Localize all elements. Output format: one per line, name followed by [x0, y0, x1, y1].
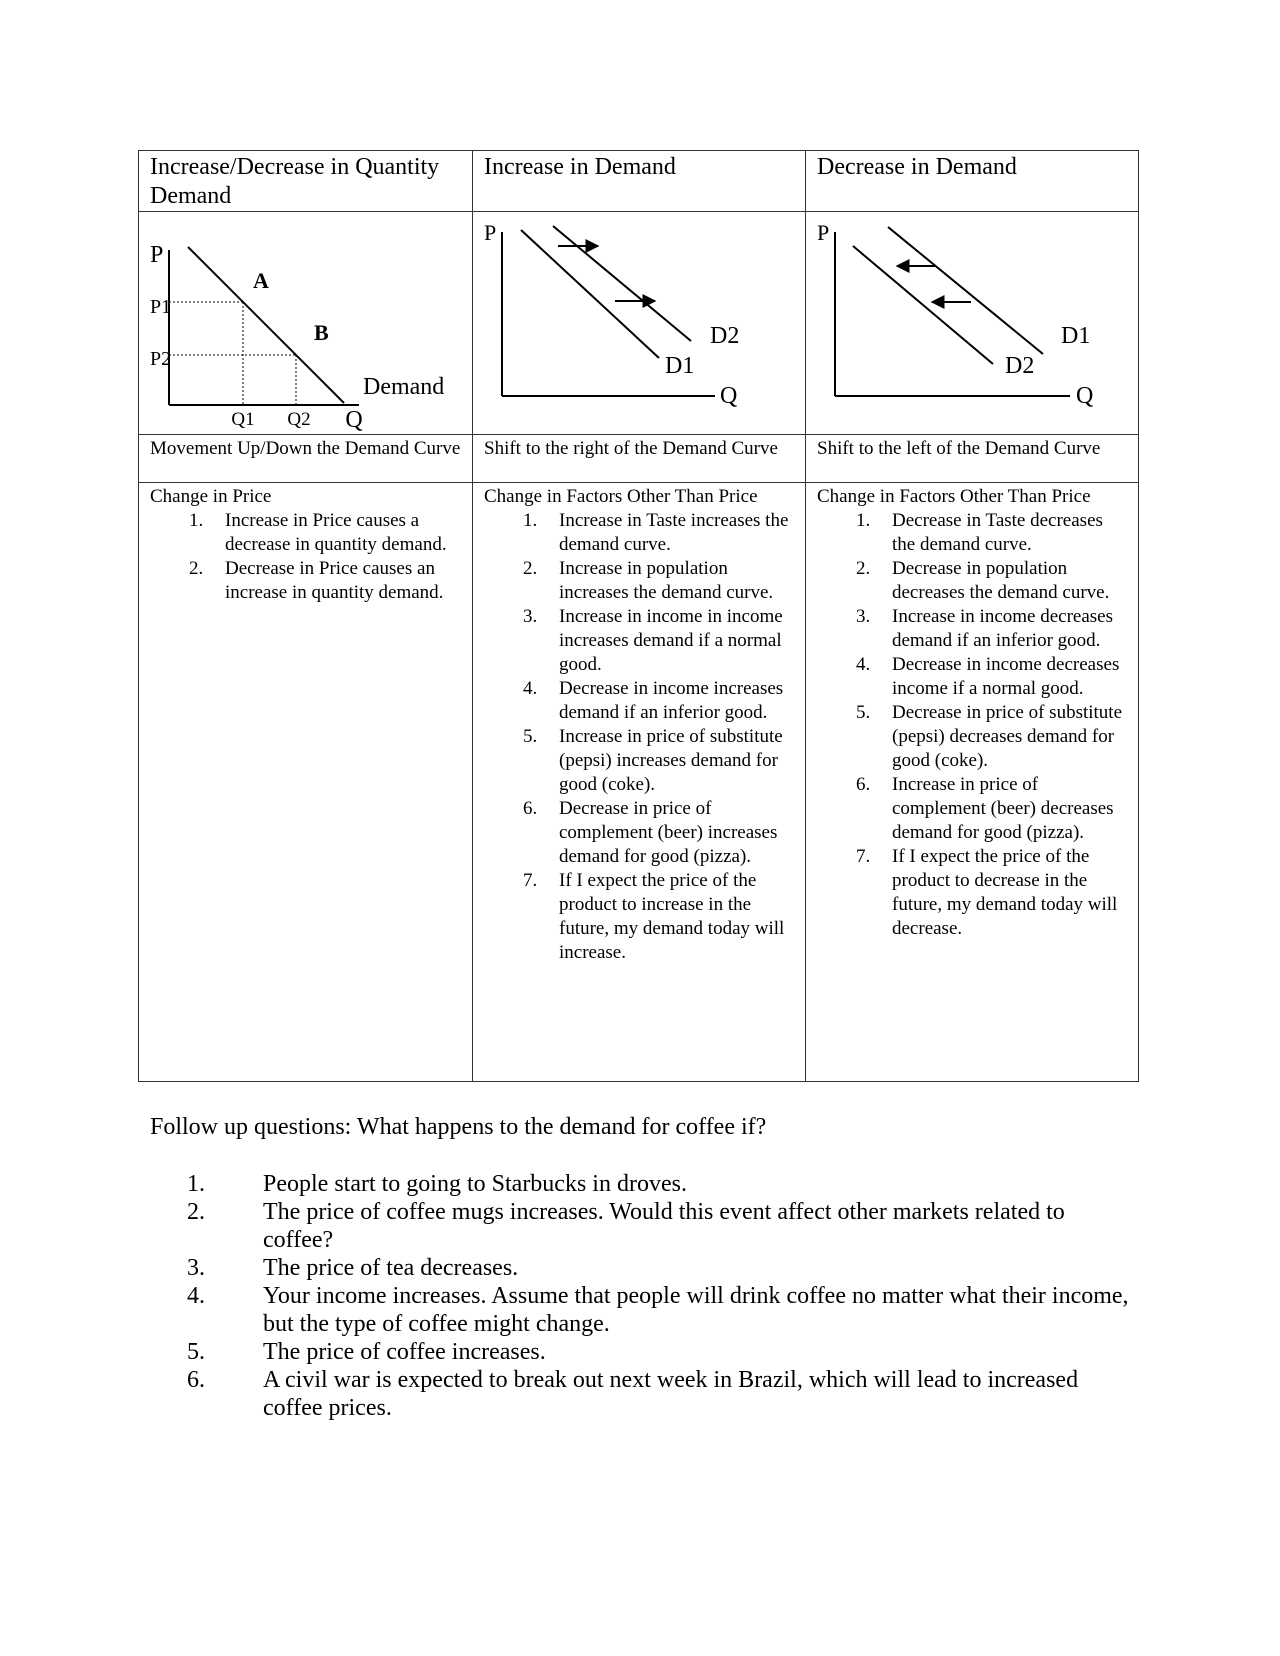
demand-curve-d1	[888, 227, 1043, 354]
question-item: 4. Your income increases. Assume that people will drink coffee no matter what their income, but the type of coffee might change.	[187, 1283, 1129, 1337]
caption-shift-right: Shift to the right of the Demand Curve	[473, 435, 806, 483]
list-item: 3. Increase in income decreases demand if an inferior good.	[856, 606, 1114, 651]
quantity-axis-label: Q	[1076, 383, 1094, 409]
list-item: 2. Decrease in Price causes an increase in quantity demand.	[189, 558, 444, 603]
list-item: 1. Increase in Taste increases the demand curve.	[523, 510, 789, 555]
decrease-factors-list	[856, 509, 1128, 941]
list-item: 1. Increase in Price causes a decrease in quantity demand.	[189, 510, 447, 555]
increase-demand-graph	[473, 212, 806, 434]
decrease-factors-cell	[806, 483, 1139, 1082]
price-axis-label: P	[150, 242, 164, 268]
d2-label: D2	[710, 323, 740, 349]
increase-factors-cell	[473, 483, 806, 1082]
caption-shift-left: Shift to the left of the Demand Curve	[806, 435, 1139, 483]
change-in-price-list	[189, 509, 462, 605]
q2-label: Q2	[287, 409, 311, 430]
point-b-label: B	[314, 320, 329, 345]
list-item: 4. Decrease in income decreases income if a normal good.	[856, 654, 1120, 699]
movement-graph-cell	[139, 212, 473, 435]
demand-comparison-table	[138, 150, 1139, 1082]
quantity-axis-label: Q	[720, 383, 738, 409]
list-item: 5. Decrease in price of substitute (pepsi) decreases demand for good (coke).	[856, 702, 1123, 771]
increase-graph-cell	[473, 212, 806, 435]
d1-label: D1	[665, 353, 695, 379]
followup-question-list	[150, 1170, 1130, 1422]
column-title: Change in Price	[150, 486, 272, 507]
question-item: 6. A civil war is expected to break out next week in Brazil, which will lead to increased coffee prices.	[187, 1367, 1079, 1421]
list-item: 4. Decrease in income increases demand if an inferior good.	[523, 678, 784, 723]
list-item: 6. Increase in price of complement (beer) decreases demand for good (pizza).	[856, 774, 1114, 843]
change-in-price-cell	[139, 483, 473, 1082]
p2-label: P2	[150, 348, 172, 370]
decrease-demand-graph	[806, 212, 1139, 434]
list-item: 6. Decrease in price of complement (beer) increases demand for good (pizza).	[523, 798, 778, 867]
question-item: 1. People start to going to Starbucks in droves.	[187, 1171, 687, 1197]
graph-row	[139, 212, 1139, 435]
question-item: 5. The price of coffee increases.	[187, 1339, 546, 1365]
list-row	[139, 483, 1139, 1082]
caption-row	[139, 435, 1139, 483]
list-item: 3. Increase in income in income increases demand if a normal good.	[523, 606, 783, 675]
increase-factors-list	[523, 509, 795, 965]
quantity-axis-label: Q	[345, 407, 363, 433]
p1-label: P1	[150, 296, 172, 318]
list-item: 7. If I expect the price of the product to increase in the future, my demand today will increase.	[523, 870, 785, 963]
demand-curve-d1	[521, 230, 659, 358]
followup-intro: Follow up questions: What happens to the demand for coffee if?	[150, 1114, 767, 1140]
list-item: 2. Increase in population increases the demand curve.	[523, 558, 774, 603]
header-decrease-demand: Decrease in Demand	[806, 151, 1139, 212]
demand-curve-label: Demand	[363, 374, 445, 400]
d2-label: D2	[1005, 353, 1035, 379]
list-item: 1. Decrease in Taste decreases the demand curve.	[856, 510, 1103, 555]
decrease-graph-cell	[806, 212, 1139, 435]
caption-movement: Movement Up/Down the Demand Curve	[139, 435, 473, 483]
list-item: 2. Decrease in population decreases the demand curve.	[856, 558, 1110, 603]
q1-label: Q1	[231, 409, 255, 430]
movement-along-demand-graph	[139, 212, 473, 434]
point-a-label: A	[253, 268, 269, 293]
demand-curve-d2	[853, 246, 993, 364]
question-item: 3. The price of tea decreases.	[187, 1255, 519, 1281]
header-increase-demand: Increase in Demand	[473, 151, 806, 212]
question-item: 2. The price of coffee mugs increases. Would this event affect other markets related to coffee?	[187, 1199, 1065, 1253]
header-row	[139, 151, 1139, 212]
column-title: Change in Factors Other Than Price	[484, 486, 758, 507]
price-axis-label: P	[817, 220, 830, 245]
price-axis-label: P	[484, 220, 497, 245]
list-item: 5. Increase in price of substitute (pepsi) increases demand for good (coke).	[523, 726, 783, 795]
d1-label: D1	[1061, 323, 1091, 349]
list-item: 7. If I expect the price of the product to decrease in the future, my demand today will decrease.	[856, 846, 1118, 939]
column-title: Change in Factors Other Than Price	[817, 486, 1091, 507]
header-quantity-demand: Increase/Decrease in Quantity Demand	[139, 151, 473, 212]
